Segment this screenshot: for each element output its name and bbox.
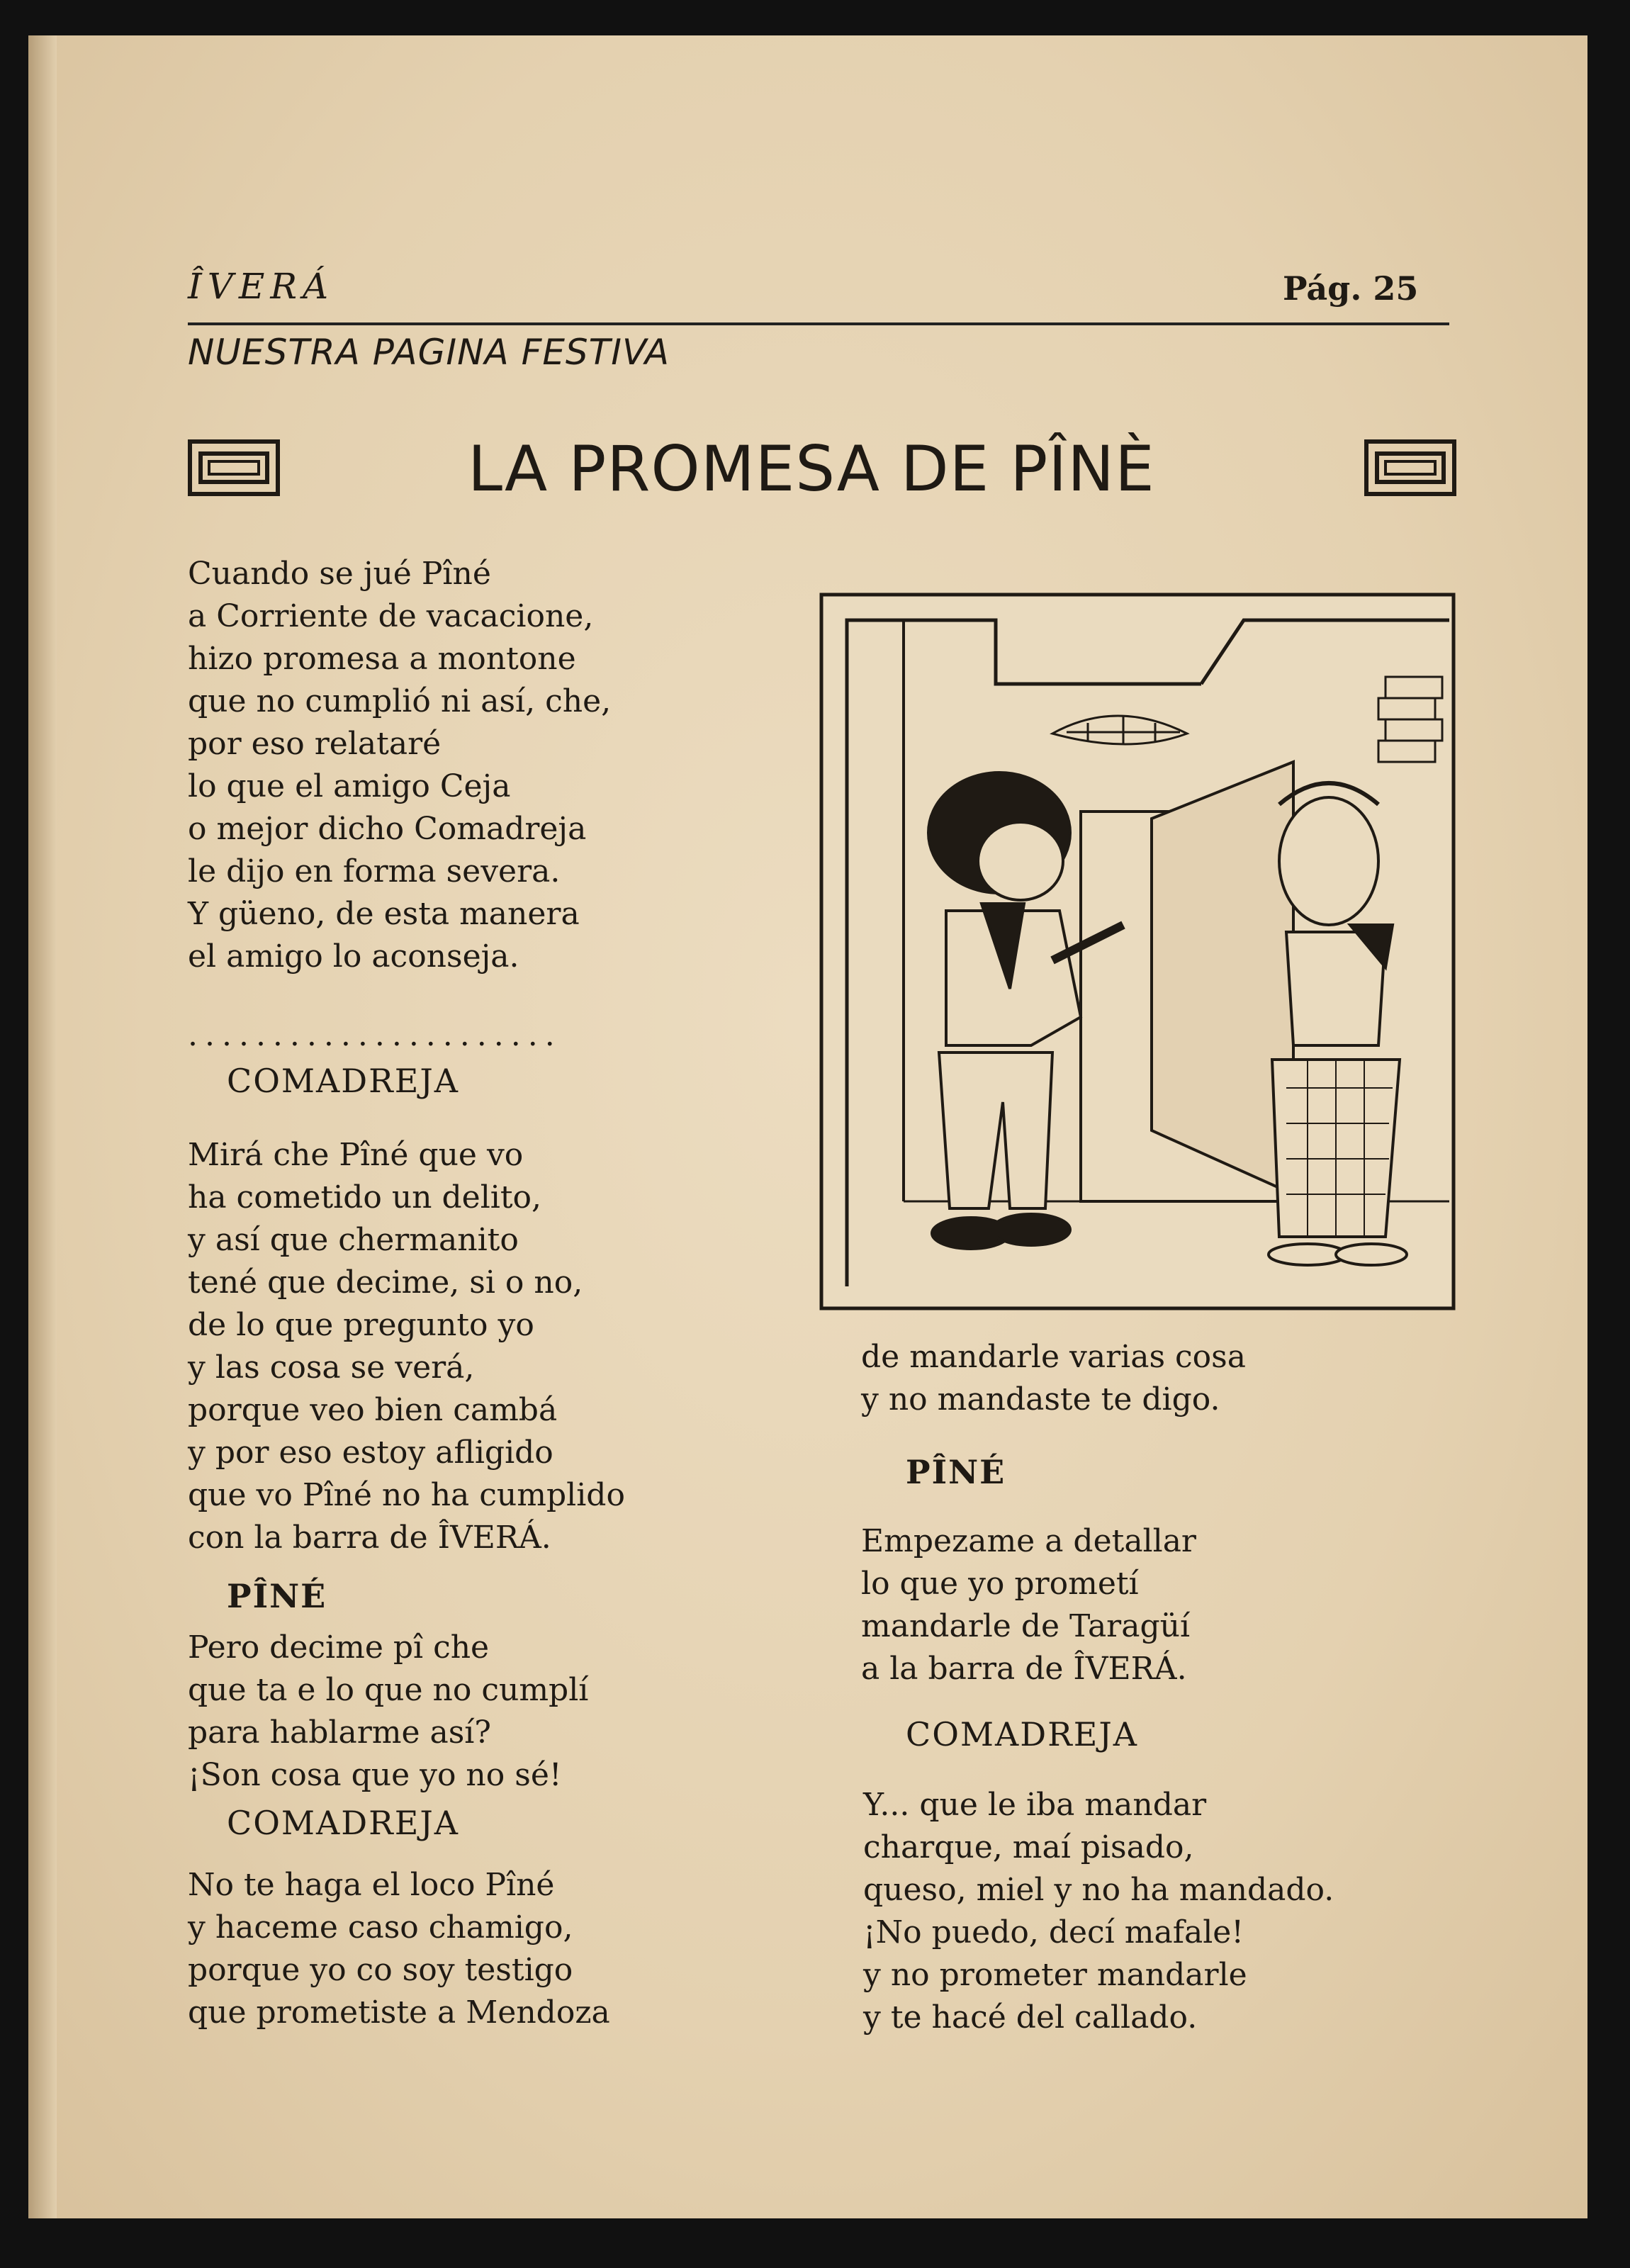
speaker-label: COMADREJA	[906, 1715, 1138, 1753]
verse-line: que vo Pîné no ha cumplido	[188, 1477, 625, 1513]
verse-line: y así que chermanito	[188, 1222, 519, 1258]
header-rule	[188, 322, 1449, 325]
verse-line: y no mandaste te digo.	[861, 1381, 1220, 1418]
dotted-separator: ......................	[188, 1017, 562, 1053]
verse-block	[188, 1864, 610, 2034]
verse-line: a Corriente de vacacione,	[188, 598, 594, 634]
article-title: LA PROMESA DE PÎNÈ	[468, 432, 1155, 505]
verse-block	[863, 1784, 1334, 2039]
verse-line: porque yo co soy testigo	[188, 1952, 573, 1988]
verse-line: hizo promesa a montone	[188, 641, 576, 677]
publication-name: ÎVERÁ	[188, 266, 335, 307]
verse-line: tené que decime, si o no,	[188, 1264, 583, 1301]
speaker-label: PÎNÉ	[227, 1577, 327, 1615]
verse-line: que no cumplió ni así, che,	[188, 683, 612, 719]
verse-line: y haceme caso chamigo,	[188, 1909, 573, 1946]
verse-line: Pero decime pî che	[188, 1629, 490, 1666]
verse-line: Mirá che Pîné que vo	[188, 1137, 524, 1173]
verse-block	[861, 1520, 1196, 1690]
verse-block	[861, 1336, 1246, 1421]
verse-line: lo que el amigo Ceja	[188, 768, 511, 804]
intro-verse	[188, 553, 611, 978]
section-subtitle: NUESTRA PAGINA FESTIVA	[188, 332, 670, 373]
verse-line: con la barra de ÎVERÁ.	[188, 1520, 551, 1556]
verse-line: Empezame a detallar	[861, 1523, 1196, 1559]
page-spine-shadow	[28, 35, 57, 2218]
verse-line: le dijo en forma severa.	[188, 853, 561, 889]
verse-line: Y güeno, de esta manera	[188, 896, 580, 932]
magazine-page	[28, 35, 1587, 2218]
verse-line: y las cosa se verá,	[188, 1349, 475, 1386]
verse-block	[188, 1627, 588, 1797]
cartoon-illustration	[819, 592, 1456, 1311]
frame-ornament-icon	[188, 439, 280, 496]
verse-block	[188, 1134, 625, 1559]
verse-line: de lo que pregunto yo	[188, 1307, 534, 1343]
page-number: Pág. 25	[1283, 269, 1419, 308]
verse-line: y no prometer mandarle	[863, 1957, 1247, 1993]
verse-line: Cuando se jué Pîné	[188, 556, 491, 592]
verse-line: ha cometido un delito,	[188, 1179, 542, 1216]
verse-line: el amigo lo aconseja.	[188, 938, 519, 975]
verse-line: y te hacé del callado.	[863, 1999, 1198, 2036]
speaker-label: COMADREJA	[227, 1062, 459, 1100]
verse-line: porque veo bien cambá	[188, 1392, 558, 1428]
verse-line: o mejor dicho Comadreja	[188, 811, 587, 847]
verse-line: y por eso estoy afligido	[188, 1435, 553, 1471]
verse-line: lo que yo prometí	[861, 1566, 1139, 1602]
speaker-label: COMADREJA	[227, 1804, 459, 1842]
verse-line: mandarle de Taragüí	[861, 1608, 1191, 1644]
frame-ornament-icon	[1364, 439, 1456, 496]
verse-line: ¡No puedo, decí mafale!	[863, 1914, 1244, 1950]
verse-line: que ta e lo que no cumplí	[188, 1672, 589, 1708]
verse-line: ¡Son cosa que yo no sé!	[188, 1757, 562, 1793]
verse-line: para hablarme así?	[188, 1714, 491, 1751]
verse-line: por eso relataré	[188, 726, 442, 762]
verse-line: de mandarle varias cosa	[861, 1339, 1246, 1375]
verse-line: No te haga el loco Pîné	[188, 1867, 555, 1903]
verse-line: que prometiste a Mendoza	[188, 1994, 610, 2031]
speaker-label: PÎNÉ	[906, 1453, 1006, 1491]
verse-line: a la barra de ÎVERÁ.	[861, 1651, 1187, 1687]
verse-line: charque, maí pisado,	[863, 1829, 1194, 1865]
verse-line: Y... que le iba mandar	[863, 1787, 1207, 1823]
verse-line: queso, miel y no ha mandado.	[863, 1872, 1334, 1908]
